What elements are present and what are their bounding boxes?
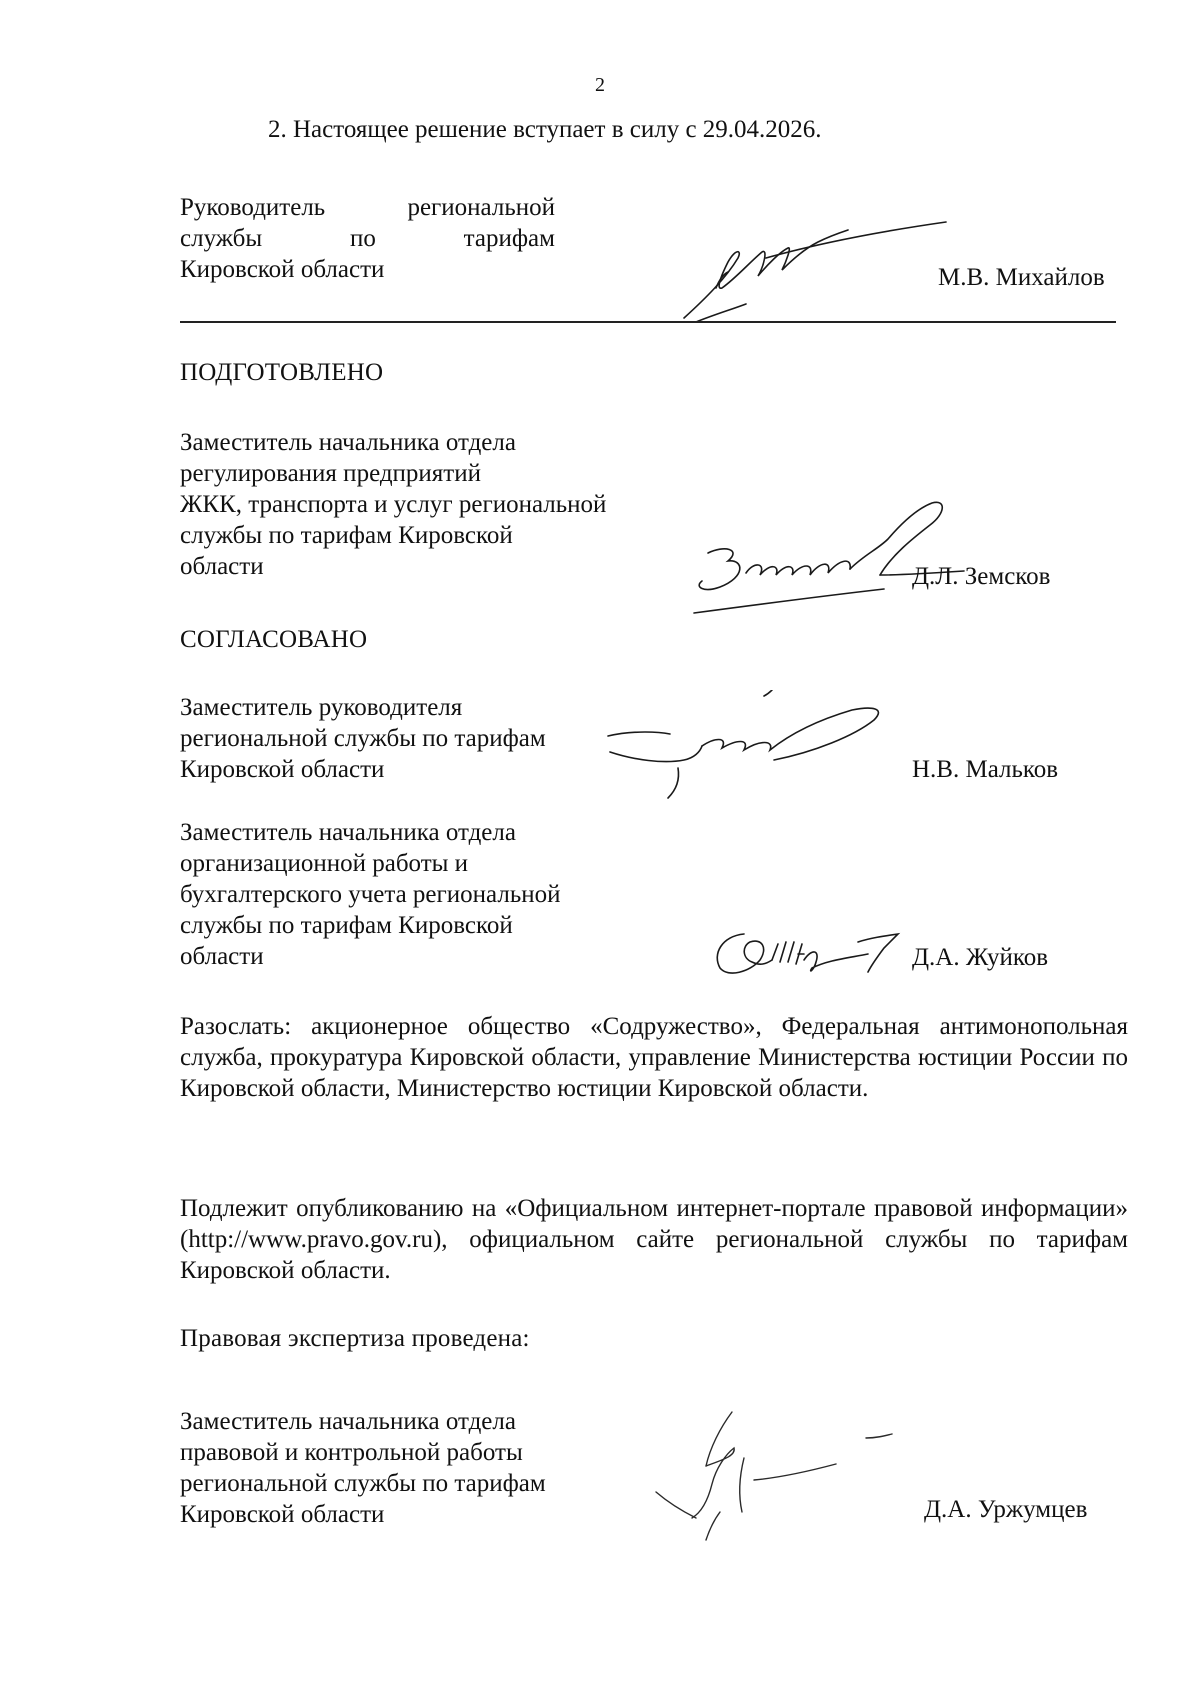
distribution-paragraph: Разослать: акционерное общество «Содружество», Федеральная антимонопольная служба, прокуратура Кировской области, управление Министерства юстиции России по Кировской области, Министерство юстиции Кировской области. (180, 1013, 1128, 1102)
legal-review-position-line: Заместитель начальника отдела (180, 1408, 516, 1435)
prepared-position-line: регулирования предприятий (180, 460, 481, 487)
prepared-position-line: области (180, 553, 264, 580)
head-name: М.В. Михайлов (938, 264, 1105, 291)
legal-review-name: Д.А. Уржумцев (924, 1496, 1088, 1523)
agreed-signer-1-position-line: Заместитель руководителя (180, 694, 463, 721)
agreed-signer-2-position-line: службы по тарифам Кировской (180, 912, 513, 939)
prepared-position-line: службы по тарифам Кировской (180, 522, 513, 549)
prepared-name: Д.Л. Земсков (912, 563, 1051, 590)
signature-divider (180, 321, 1116, 323)
legal-review-title: Правовая экспертиза проведена: (180, 1325, 530, 1352)
signature-malkov (604, 690, 924, 810)
agreed-title: СОГЛАСОВАНО (180, 626, 368, 653)
agreed-signer-2-position-line: организационной работы и (180, 850, 469, 877)
head-position-word: региональной (407, 194, 555, 221)
publication-paragraph: Подлежит опубликованию на «Официальном интернет-портале правовой информации» (http://www.pravo.gov.ru), официальном сайте региональной службы по тарифам Кировской области. (180, 1195, 1128, 1284)
head-position-word: тарифам (463, 225, 555, 252)
prepared-position (180, 427, 606, 582)
agreed-signer-1-position-line: региональной службы по тарифам (180, 725, 546, 752)
agreed-signer-1-position (180, 692, 546, 785)
prepared-position-line: ЖКК, транспорта и услуг региональной (180, 491, 607, 518)
signature-zhuykov (708, 924, 908, 984)
agreed-signer-1-name: Н.В. Мальков (912, 756, 1059, 783)
signature-urzhumtsev (636, 1408, 916, 1558)
head-position-line-3 (180, 254, 555, 285)
head-position-word: по (349, 225, 376, 252)
agreed-signer-2-position-line: бухгалтерского учета региональной (180, 881, 561, 908)
agreed-signer-2-name: Д.А. Жуйков (912, 944, 1049, 971)
signature-zemskov (684, 495, 984, 625)
agreed-signer-2-position (180, 817, 561, 972)
head-position (180, 192, 555, 285)
signature-mikhailov (676, 218, 966, 328)
legal-review-position-line: Кировской области (180, 1501, 385, 1528)
agreed-signer-2-position-line: Заместитель начальника отдела (180, 819, 516, 846)
head-position-word: Руководитель (180, 194, 326, 221)
head-position-line-1 (180, 192, 555, 223)
legal-review-position-line: региональной службы по тарифам (180, 1470, 546, 1497)
head-position-word: службы (180, 225, 263, 252)
legal-review-position-line: правовой и контрольной работы (180, 1439, 523, 1466)
head-position-word: Кировской области (180, 256, 385, 283)
agreed-signer-1-position-line: Кировской области (180, 756, 385, 783)
effective-date-paragraph: 2. Настоящее решение вступает в силу с 29.04.2026. (268, 116, 822, 143)
page-number: 2 (595, 74, 605, 96)
head-position-line-2 (180, 223, 555, 254)
legal-review-position (180, 1406, 546, 1530)
prepared-title: ПОДГОТОВЛЕНО (180, 359, 384, 386)
prepared-position-line: Заместитель начальника отдела (180, 429, 516, 456)
agreed-signer-2-position-line: области (180, 943, 264, 970)
